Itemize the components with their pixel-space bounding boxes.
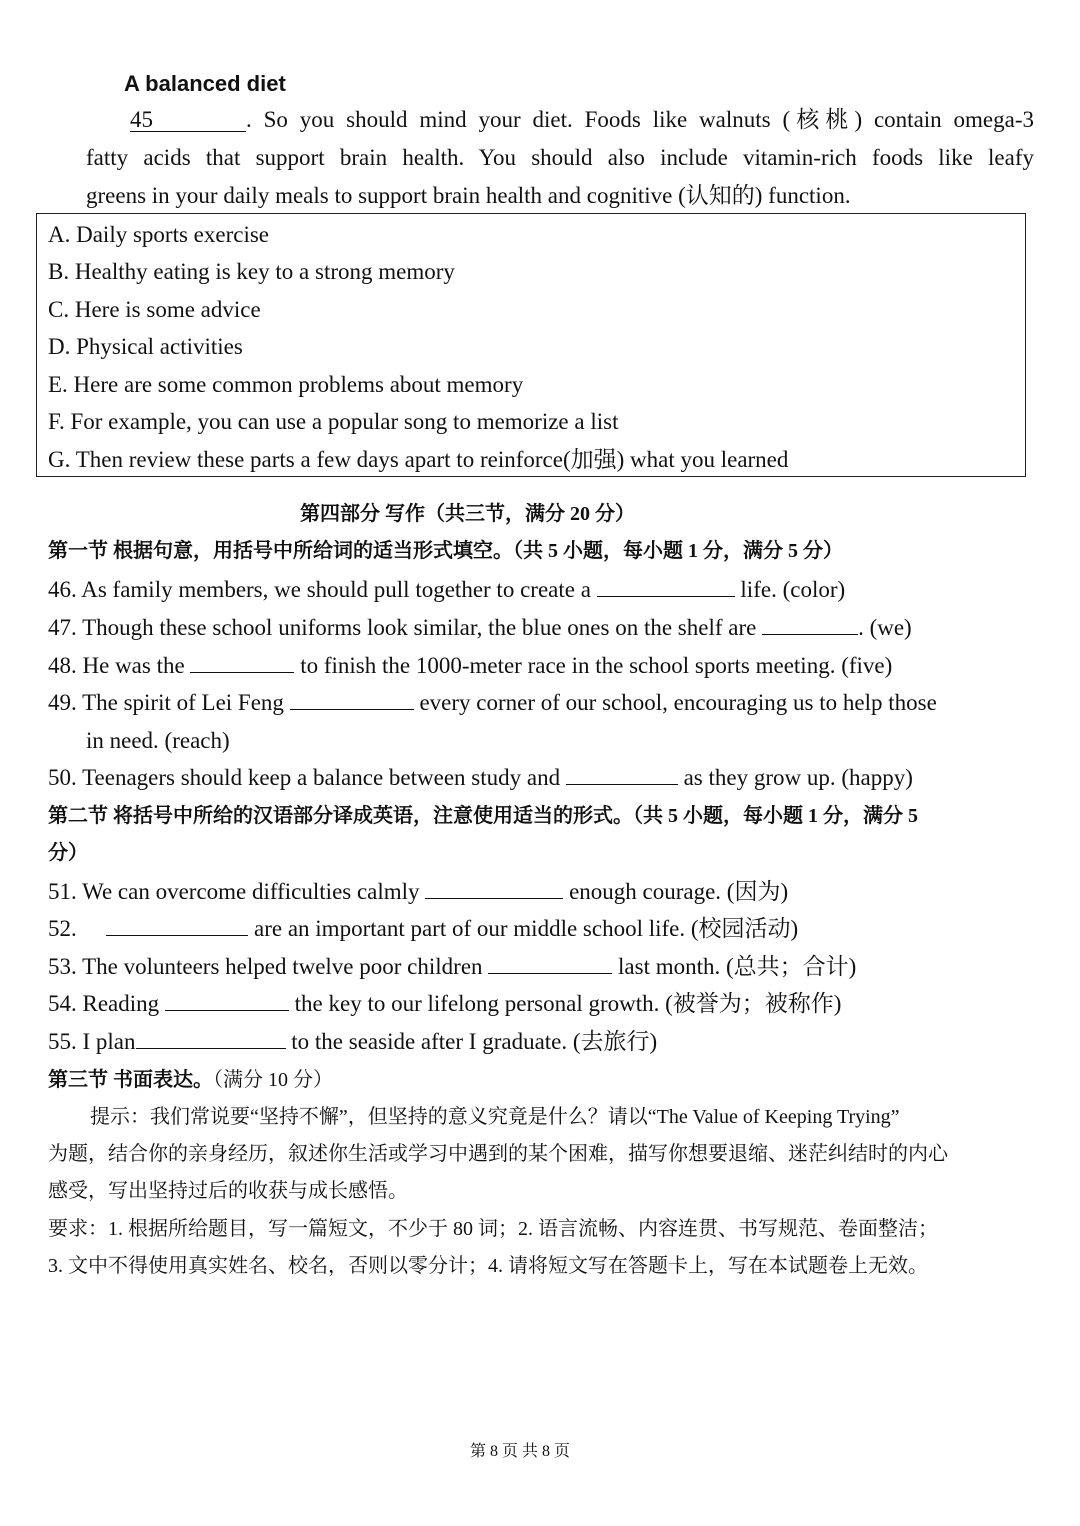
answer-blank-55[interactable] bbox=[136, 1026, 286, 1049]
option-c: C. Here is some advice bbox=[48, 297, 261, 322]
passage-heading: A balanced diet bbox=[124, 71, 286, 96]
writing-requirement-2: 3. 文中不得使用真实姓名、校名，否则以零分计；4. 请将短文写在答题卡上，写在本试题卷上无效。 bbox=[48, 1255, 928, 1277]
passage-text: . So you should mind your diet. Foods like walnuts (核桃) contain omega-3 bbox=[246, 107, 1034, 132]
passage-line-2: fatty acids that support brain health. You should also include vitamin-rich foods like leafy bbox=[86, 145, 1034, 170]
answer-blank-45[interactable]: 45 bbox=[130, 109, 246, 132]
question-50: 50. Teenagers should keep a balance between study and as they grow up. (happy) bbox=[48, 762, 913, 794]
part4-title: 第四部分 写作（共三节，满分 20 分） bbox=[300, 503, 635, 525]
section2-title-cont: 分） bbox=[48, 842, 88, 864]
answer-blank-48[interactable] bbox=[190, 650, 294, 673]
writing-hint-3: 感受，写出坚持过后的收获与成长感悟。 bbox=[48, 1180, 408, 1202]
question-49: 49. The spirit of Lei Feng every corner of our school, encouraging us to help those bbox=[48, 687, 937, 719]
question-55: 55. I plan to the seaside after I graduate. (去旅行) bbox=[48, 1026, 657, 1058]
question-48: 48. He was the to finish the 1000-meter race in the school sports meeting. (five) bbox=[48, 650, 892, 682]
option-g: G. Then review these parts a few days apart to reinforce(加强) what you learned bbox=[48, 447, 789, 472]
question-52: 52. are an important part of our middle school life. (校园活动) bbox=[48, 913, 798, 945]
option-b: B. Healthy eating is key to a strong memory bbox=[48, 259, 455, 284]
writing-hint-2: 为题，结合你的亲身经历，叙述你生活或学习中遇到的某个困难，描写你想要退缩、迷茫纠结时的内心 bbox=[48, 1143, 948, 1165]
question-54: 54. Reading the key to our lifelong personal growth. (被誉为；被称作) bbox=[48, 988, 841, 1020]
section3-score: （满分 10 分） bbox=[213, 1069, 333, 1091]
answer-blank-49[interactable] bbox=[290, 687, 414, 710]
question-49-continued: in need. (reach) bbox=[86, 728, 230, 753]
option-d: D. Physical activities bbox=[48, 334, 243, 359]
section3-title: 第三节 书面表达。 bbox=[48, 1069, 213, 1091]
answer-blank-54[interactable] bbox=[165, 988, 289, 1011]
passage-line-3: greens in your daily meals to support brain health and cognitive (认知的) function. bbox=[86, 183, 851, 208]
option-f: F. For example, you can use a popular song to memorize a list bbox=[48, 409, 619, 434]
passage-line-1 bbox=[130, 104, 1034, 136]
answer-blank-51[interactable] bbox=[425, 876, 563, 899]
answer-blank-46[interactable] bbox=[597, 574, 735, 597]
answer-blank-52[interactable] bbox=[106, 913, 248, 936]
question-47: 47. Though these school uniforms look similar, the blue ones on the shelf are . (we) bbox=[48, 612, 912, 644]
section1-title: 第一节 根据句意，用括号中所给词的适当形式填空。（共 5 小题，每小题 1 分，满分 5 分） bbox=[48, 540, 843, 562]
writing-requirement-1: 要求：1. 根据所给题目，写一篇短文，不少于 80 词；2. 语言流畅、内容连贯、书写规范、卷面整洁； bbox=[48, 1218, 938, 1240]
option-a: A. Daily sports exercise bbox=[48, 222, 269, 247]
writing-hint-1: 提示：我们常说要“坚持不懈”，但坚持的意义究竟是什么？请以“The Value of Keeping Trying” bbox=[90, 1106, 900, 1128]
section2-title: 第二节 将括号中所给的汉语部分译成英语，注意使用适当的形式。（共 5 小题，每小题 1 分，满分 5 bbox=[48, 805, 918, 827]
question-53: 53. The volunteers helped twelve poor children last month. (总共；合计) bbox=[48, 951, 856, 983]
answer-blank-50[interactable] bbox=[566, 762, 678, 785]
question-51: 51. We can overcome difficulties calmly enough courage. (因为) bbox=[48, 876, 788, 908]
answer-blank-53[interactable] bbox=[488, 951, 612, 974]
page-footer: 第 8 页 共 8 页 bbox=[470, 1443, 571, 1460]
section3-title-line bbox=[48, 1063, 333, 1096]
question-46: 46. As family members, we should pull together to create a life. (color) bbox=[48, 574, 845, 606]
answer-blank-47[interactable] bbox=[762, 612, 858, 635]
option-e: E. Here are some common problems about memory bbox=[48, 372, 524, 397]
